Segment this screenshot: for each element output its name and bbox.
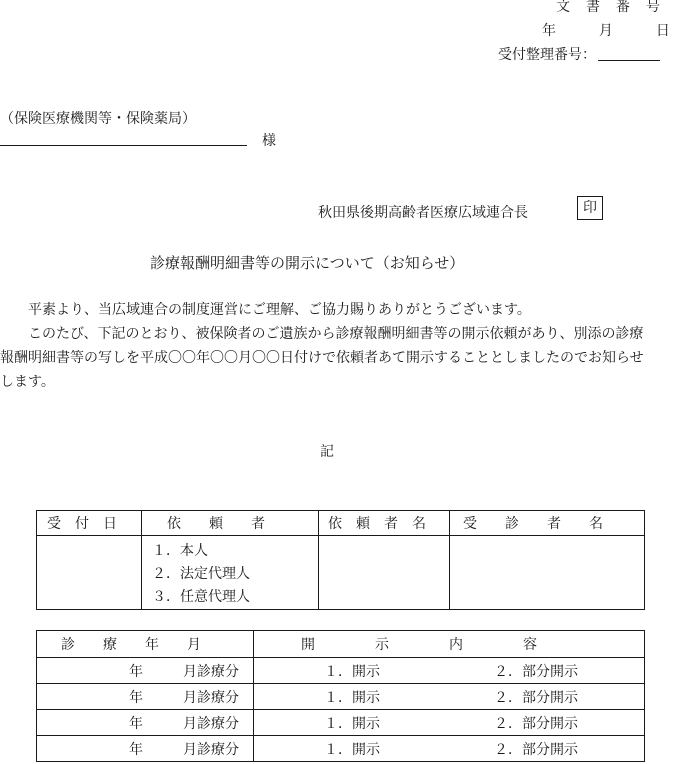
body-paragraph-1 xyxy=(14,298,646,322)
receipt-date-cell xyxy=(37,536,142,610)
header-patient-name: 受診者名 xyxy=(450,511,645,536)
requester-cell xyxy=(142,536,319,610)
header-receipt-date: 受付日 xyxy=(37,511,142,536)
disclosure-option-1: １．開示 xyxy=(254,736,481,762)
sender-name: 秋田県後期高齢者医療広域連合長 xyxy=(318,205,528,221)
receipt-number xyxy=(498,44,660,64)
disclosure-option-2: ２．部分開示 xyxy=(480,710,645,736)
treatment-month-cell xyxy=(37,736,254,762)
treatment-month-cell xyxy=(37,710,254,736)
month-unit: 月診療分 xyxy=(183,689,239,706)
patient-name-cell xyxy=(450,536,645,610)
year-unit: 年 xyxy=(129,663,143,680)
month-unit: 月診療分 xyxy=(183,741,239,758)
disclosure-option-1: １．開示 xyxy=(254,658,481,684)
request-table xyxy=(36,510,645,610)
request-table-header xyxy=(37,511,645,536)
paragraph-2-text: このたび、下記のとおり、被保険者のご遺族から診療報酬明細書等の開示依頼があり、別添の診療報酬明細書等の写しを平成〇〇年〇〇月〇〇日付けで依頼者あて開示することとしましたのでお知らせします。 xyxy=(0,326,644,390)
disclosure-table-header xyxy=(37,631,645,658)
ki-heading: 記 xyxy=(320,444,334,460)
requester-option: ２．法定代理人 xyxy=(152,566,250,582)
seal-box: 印 xyxy=(577,196,603,220)
year-unit: 年 xyxy=(129,689,143,706)
document-title: 診療報酬明細書等の開示について（お知らせ） xyxy=(150,254,465,272)
header-requester-name: 依頼者名 xyxy=(319,511,450,536)
treatment-month-cell xyxy=(37,658,254,684)
disclosure-option-1: １．開示 xyxy=(254,710,481,736)
header-requester: 依頼者 xyxy=(142,511,319,536)
date-year: 年 xyxy=(542,23,556,39)
disclosure-table xyxy=(36,630,645,762)
date-day: 日 xyxy=(655,23,670,39)
disclosure-option-2: ２．部分開示 xyxy=(480,736,645,762)
year-unit: 年 xyxy=(129,741,143,758)
recipient-institution: （保険医療機関等・保険薬局） xyxy=(0,111,196,127)
date-line xyxy=(542,20,670,40)
requester-option: １．本人 xyxy=(152,543,208,559)
recipient-honorific: 様 xyxy=(262,133,276,149)
table-row xyxy=(37,736,645,762)
receipt-number-label: 受付整理番号： xyxy=(498,47,596,63)
year-unit: 年 xyxy=(129,715,143,732)
requester-option: ３．任意代理人 xyxy=(152,589,250,605)
paragraph-1-text: 平素より、当広域連合の制度運営にご理解、ご協力賜りありがとうございます。 xyxy=(28,302,531,318)
disclosure-option-1: １．開示 xyxy=(254,684,481,710)
month-unit: 月診療分 xyxy=(183,715,239,732)
table-row xyxy=(37,658,645,684)
header-treatment-month: 診療年月 xyxy=(37,631,254,658)
table-row xyxy=(37,710,645,736)
table-row xyxy=(37,684,645,710)
month-unit: 月診療分 xyxy=(183,663,239,680)
request-table-row xyxy=(37,536,645,610)
recipient-name-line xyxy=(0,145,247,146)
disclosure-option-2: ２．部分開示 xyxy=(480,684,645,710)
document-number-label: 文書番号 xyxy=(556,0,676,15)
header-disclosure-content: 開示内容 xyxy=(254,631,645,658)
requester-name-cell xyxy=(319,536,450,610)
date-month: 月 xyxy=(598,23,613,39)
treatment-month-cell xyxy=(37,684,254,710)
receipt-number-blank xyxy=(598,46,660,61)
disclosure-option-2: ２．部分開示 xyxy=(480,658,645,684)
body-paragraph-2 xyxy=(0,322,656,394)
